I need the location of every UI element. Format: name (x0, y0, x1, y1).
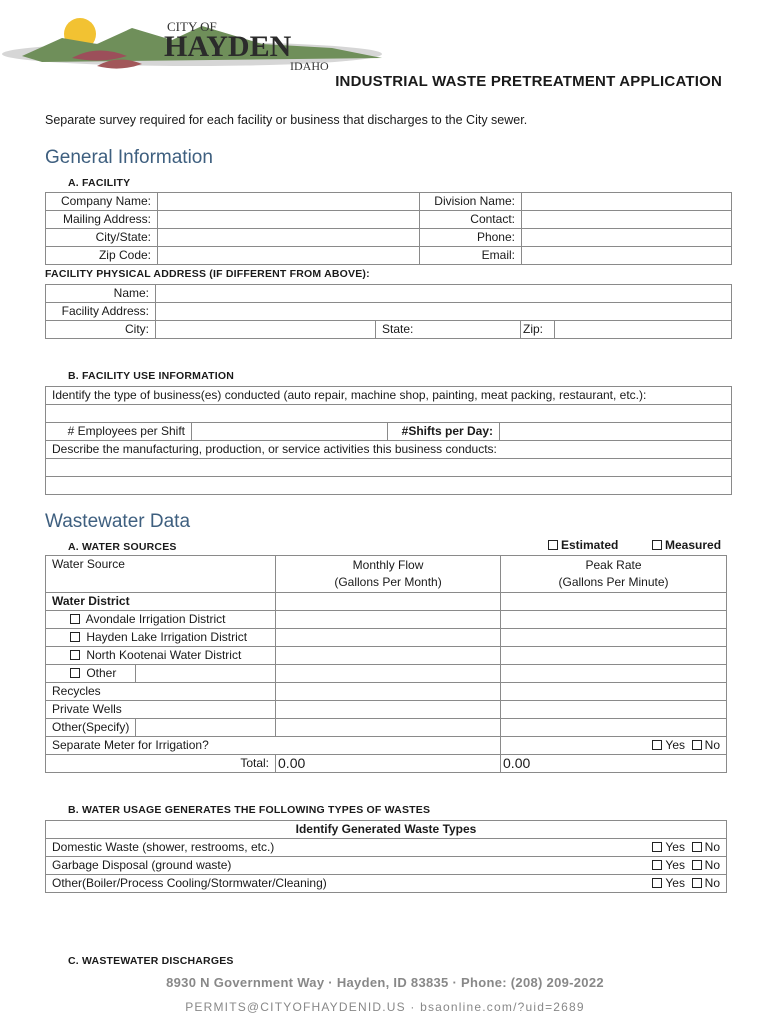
other-waste-yes-checkbox[interactable] (652, 878, 662, 888)
table-row (46, 423, 732, 441)
business-type-label: Identify the type of business(es) conducted (auto repair, machine shop, painting, meat packing, restaurant, etc.): (46, 387, 732, 405)
garbage-yes-label: Yes (665, 858, 685, 872)
table-row (46, 857, 727, 875)
activities-field-1[interactable] (46, 459, 732, 477)
physical-address-subheading: FACILITY PHYSICAL ADDRESS (IF DIFFERENT FROM ABOVE): (45, 268, 370, 280)
facility-table (45, 192, 732, 265)
phys-city-field[interactable] (156, 321, 376, 339)
table-row (46, 247, 732, 265)
domestic-no-label: No (704, 840, 720, 854)
water-sources-subheading: A. WATER SOURCES (68, 541, 177, 553)
hayden-lake-peak-field[interactable] (501, 629, 727, 647)
domestic-yes-checkbox[interactable] (652, 842, 662, 852)
recycles-monthly-field[interactable] (276, 683, 501, 701)
table-row (46, 839, 727, 857)
separate-meter-label: Separate Meter for Irrigation? (46, 737, 501, 755)
other-district-field[interactable] (136, 665, 276, 683)
table-row (46, 629, 727, 647)
estimated-checkbox[interactable] (548, 540, 558, 550)
facility-subheading: A. FACILITY (68, 177, 131, 189)
table-row (46, 441, 732, 459)
domestic-waste-label: Domestic Waste (shower, restrooms, etc.) (46, 839, 586, 857)
waste-types-header: Identify Generated Waste Types (46, 821, 727, 839)
recycles-label: Recycles (46, 683, 276, 701)
district-avondale (46, 611, 276, 629)
north-kootenai-monthly-field[interactable] (276, 647, 501, 665)
total-label: Total: (46, 755, 276, 773)
intro-text: Separate survey required for each facility or business that discharges to the City sewer. (45, 113, 528, 127)
meter-no-checkbox[interactable] (692, 740, 702, 750)
table-row (46, 737, 727, 755)
contact-field[interactable] (522, 211, 732, 229)
phone-field[interactable] (522, 229, 732, 247)
table-row (46, 821, 727, 839)
business-type-field[interactable] (46, 405, 732, 423)
facility-use-table (45, 386, 732, 495)
contact-label: Contact: (420, 211, 522, 229)
peak-rate-title: Peak Rate (585, 558, 642, 572)
monthly-flow-title: Monthly Flow (352, 558, 424, 572)
hayden-lake-monthly-field[interactable] (276, 629, 501, 647)
avondale-peak-field[interactable] (501, 611, 727, 629)
employees-field[interactable] (192, 423, 388, 441)
table-row (46, 665, 727, 683)
phys-name-field[interactable] (156, 285, 732, 303)
activities-field-2[interactable] (46, 477, 732, 495)
phone-label: Phone: (420, 229, 522, 247)
other-district-peak-field[interactable] (501, 665, 727, 683)
other-specify-peak-field[interactable] (501, 719, 727, 737)
phys-address-field[interactable] (156, 303, 732, 321)
division-name-label: Division Name: (420, 193, 522, 211)
physical-address-table (45, 284, 732, 339)
district-north-kootenai (46, 647, 276, 665)
monthly-flow-unit: (Gallons Per Month) (334, 575, 442, 589)
table-row (46, 611, 727, 629)
domestic-yes-label: Yes (665, 840, 685, 854)
table-row (46, 556, 727, 593)
private-wells-label: Private Wells (46, 701, 276, 719)
peak-rate-header (501, 556, 727, 593)
table-row (46, 683, 727, 701)
shifts-label: #Shifts per Day: (388, 423, 500, 441)
other-waste-label: Other(Boiler/Process Cooling/Stormwater/Cleaning) (46, 875, 586, 893)
division-name-field[interactable] (522, 193, 732, 211)
meter-no-label: No (704, 738, 721, 752)
avondale-label: Avondale Irrigation District (85, 612, 226, 626)
shifts-field[interactable] (500, 423, 732, 441)
district-monthly-field[interactable] (276, 593, 501, 611)
other-district-monthly-field[interactable] (276, 665, 501, 683)
table-row (46, 193, 732, 211)
water-source-header: Water Source (46, 556, 276, 593)
email-label: Email: (420, 247, 522, 265)
company-name-field[interactable] (158, 193, 420, 211)
district-hayden-lake (46, 629, 276, 647)
mailing-address-field[interactable] (158, 211, 420, 229)
meter-yes-label: Yes (665, 738, 685, 752)
general-heading: General Information (45, 147, 213, 168)
other-waste-options (586, 875, 727, 893)
table-row (46, 285, 732, 303)
city-state-field[interactable] (158, 229, 420, 247)
table-row (46, 405, 732, 423)
zip-code-field[interactable] (158, 247, 420, 265)
private-wells-peak-field[interactable] (501, 701, 727, 719)
other-district-checkbox[interactable] (70, 668, 80, 678)
meter-yes-checkbox[interactable] (652, 740, 662, 750)
private-wells-monthly-field[interactable] (276, 701, 501, 719)
wastewater-heading: Wastewater Data (45, 511, 191, 532)
other-waste-no-checkbox[interactable] (692, 878, 702, 888)
table-row (46, 459, 732, 477)
table-row (46, 211, 732, 229)
phys-state-label: State: (376, 321, 421, 339)
north-kootenai-checkbox[interactable] (70, 650, 80, 660)
water-sources-table (45, 555, 727, 773)
total-peak-value[interactable]: 0.00 (501, 755, 727, 773)
footer-address: 8930 N Government Way · Hayden, ID 83835 · Phone: (208) 209-2022 (166, 975, 604, 990)
domestic-no-checkbox[interactable] (692, 842, 702, 852)
north-kootenai-label: North Kootenai Water District (86, 648, 242, 662)
table-row (46, 701, 727, 719)
district-peak-field[interactable] (501, 593, 727, 611)
table-row (46, 593, 727, 611)
hayden-lake-label: Hayden Lake Irrigation District (86, 630, 248, 644)
mailing-address-label: Mailing Address: (46, 211, 158, 229)
water-usage-subheading: B. WATER USAGE GENERATES THE FOLLOWING TYPES OF WASTES (68, 804, 431, 816)
employees-label: # Employees per Shift (46, 423, 192, 441)
table-row (46, 719, 727, 737)
email-field[interactable] (522, 247, 732, 265)
company-name-label: Company Name: (46, 193, 158, 211)
separate-meter-options (501, 737, 727, 755)
table-row (46, 755, 727, 773)
garbage-no-label: No (704, 858, 720, 872)
other-specify-monthly-field[interactable] (276, 719, 501, 737)
garbage-disposal-label: Garbage Disposal (ground waste) (46, 857, 586, 875)
table-row (46, 477, 732, 495)
zip-code-label: Zip Code: (46, 247, 158, 265)
other-specify-label: Other(Specify) (46, 719, 136, 737)
phys-zip-label: Zip: (521, 321, 555, 339)
logo-city-name: HAYDEN (164, 30, 292, 63)
measured-label: Measured (665, 538, 722, 552)
garbage-disposal-options (586, 857, 727, 875)
other-district-label: Other (86, 666, 117, 680)
table-row (46, 303, 732, 321)
city-state-label: City/State: (46, 229, 158, 247)
domestic-waste-options (586, 839, 727, 857)
hayden-lake-checkbox[interactable] (70, 632, 80, 642)
water-district-label: Water District (46, 593, 276, 611)
logo-city-of: CITY OF (167, 19, 217, 34)
estimated-label: Estimated (561, 538, 619, 552)
district-other (46, 665, 136, 683)
logo-state: IDAHO (290, 59, 329, 73)
measured-checkbox[interactable] (652, 540, 662, 550)
facility-use-subheading: B. FACILITY USE INFORMATION (68, 370, 235, 382)
waste-types-table (45, 820, 727, 893)
phys-address-label: Facility Address: (46, 303, 156, 321)
table-row (46, 647, 727, 665)
wastewater-discharges-subheading: C. WASTEWATER DISCHARGES (68, 955, 234, 967)
activities-label: Describe the manufacturing, production, or service activities this business conducts: (46, 441, 732, 459)
form-title: INDUSTRIAL WASTE PRETREATMENT APPLICATION (335, 73, 722, 90)
north-kootenai-peak-field[interactable] (501, 647, 727, 665)
table-row (46, 321, 732, 339)
phys-state-field[interactable] (421, 321, 521, 339)
table-row (46, 387, 732, 405)
table-row (46, 875, 727, 893)
monthly-flow-header (276, 556, 501, 593)
avondale-checkbox[interactable] (70, 614, 80, 624)
other-specify-field[interactable] (136, 719, 276, 737)
footer-contact: PERMITS@CITYOFHAYDENID.US · bsaonline.com/?uid=2689 (185, 1000, 585, 1014)
other-waste-no-label: No (704, 876, 720, 890)
phys-city-label: City: (46, 321, 156, 339)
measured-option[interactable] (652, 538, 721, 552)
avondale-monthly-field[interactable] (276, 611, 501, 629)
table-row (46, 229, 732, 247)
other-waste-yes-label: Yes (665, 876, 685, 890)
recycles-peak-field[interactable] (501, 683, 727, 701)
city-logo (2, 14, 422, 76)
phys-name-label: Name: (46, 285, 156, 303)
total-monthly-value[interactable]: 0.00 (276, 755, 501, 773)
garbage-no-checkbox[interactable] (692, 860, 702, 870)
peak-rate-unit: (Gallons Per Minute) (558, 575, 669, 589)
garbage-yes-checkbox[interactable] (652, 860, 662, 870)
phys-zip-field[interactable] (555, 321, 732, 339)
estimated-option[interactable] (548, 538, 618, 552)
